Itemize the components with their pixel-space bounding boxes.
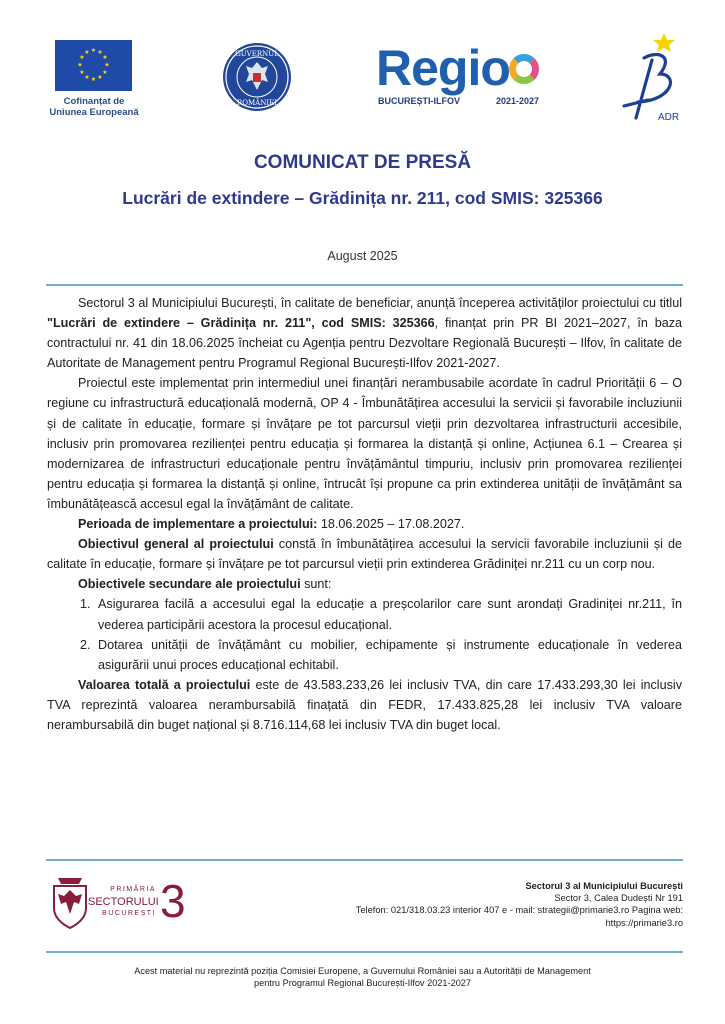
eu-caption-line2: Uniunea Europeană xyxy=(49,107,139,118)
svg-text:★: ★ xyxy=(84,74,90,81)
logo-number-3: 3 xyxy=(160,875,186,927)
regio-wordmark: Regio xyxy=(376,40,510,96)
disclaimer-line2: pentru Programul Regional București-Ilfov 2021-2027 xyxy=(253,978,472,988)
svg-text:ROMÂNIEI: ROMÂNIEI xyxy=(237,99,277,107)
guvernul-romaniei-seal-icon xyxy=(223,43,291,111)
secondary-objectives-heading xyxy=(47,574,682,594)
eu-cofinancing-caption xyxy=(42,96,146,118)
sector3-coat-of-arms-icon xyxy=(50,872,90,932)
eu-caption-line1: Cofinanțat de xyxy=(63,96,125,107)
general-objective-label: Obiectivul general al proiectului xyxy=(78,537,274,552)
regio-period: 2021-2027 xyxy=(496,96,540,106)
primaria-sector3-logo xyxy=(48,872,188,934)
logo-bucuresti-text: BUCUREȘTI xyxy=(102,910,156,917)
logo-sectorului-text: SECTORULUI xyxy=(88,896,159,908)
page-title: COMUNICAT DE PRESĂ xyxy=(253,152,472,173)
header-divider xyxy=(46,284,683,286)
adr-logo xyxy=(618,30,686,122)
funding-paragraph: Proiectul este implementat prin intermediul unei finanțări nerambusabile acordate în cadrul Priorității 6 – O regiune cu infrastructură educațională modernă, OP 4 - Îmbunătățirea accesului la servicii și favorabile incluziunii și de calitate în educație, formare și învățare pe tot parcursul vieții prin dezvoltarea infrastructurii accesibile, inclusiv prin promovarea rezilienței pentru educația și formarea la distanță și online, Acțiunea 6.1 – Crearea și modernizarea de infrastructuri educaționale pentru învățământul timpuriu, inclusiv prin promovarea rezilienței pentru educația și formarea la distanță și online, întrucât își propune ca prin extinderea unității de învățământ sa îmbunătățească accesul egal la învățământ de calitate. xyxy=(47,376,682,511)
general-objective-text: constă în îmbunătățirea accesului la servicii favorabile incluziunii și de calitate în educație, formare și învățare pe tot parcursul vieții prin extinderea Grădiniței nr.211 cu un corp nou. xyxy=(47,537,682,572)
logo-primaria-text: PRIMĂRIA xyxy=(110,886,156,893)
intro-paragraph xyxy=(47,293,682,373)
svg-text:★: ★ xyxy=(97,74,103,81)
total-value-paragraph xyxy=(47,675,682,735)
contact-phone-email: Telefon: 021/318.03.23 interior 407 e - mail: strategii@primarie3.ro Pagina web: xyxy=(355,905,683,916)
regio-logo xyxy=(376,40,556,110)
disclaimer-line1: Acest material nu reprezintă poziția Comisiei Europene, a Guvernului României sau a Autorității de Management xyxy=(134,966,591,976)
period-value: 18.06.2025 – 17.08.2027. xyxy=(317,517,465,532)
disclaimer-divider xyxy=(46,951,683,953)
press-release-body xyxy=(47,293,682,735)
regio-color-ring-icon xyxy=(509,54,539,84)
svg-text:★: ★ xyxy=(84,49,90,56)
svg-text:GUVERNUL: GUVERNUL xyxy=(235,50,279,58)
total-value-text: este de 43.583.233,26 lei inclusiv TVA, din care 17.433.293,30 lei inclusiv TVA reprezintă valoarea nerambursabilă finațată din FEDR, 17.433.825,28 lei inclusiv TVA valoare nerambursabilă din buget național și 8.716.114,68 lei inclusiv TVA din buget local. xyxy=(47,677,682,732)
contact-website: https://primarie3.ro xyxy=(605,917,683,928)
svg-text:★: ★ xyxy=(77,61,83,69)
contact-address: Sector 3, Calea Dudești Nr 191 xyxy=(554,893,683,904)
contact-block xyxy=(300,880,683,929)
svg-text:★: ★ xyxy=(97,49,103,56)
regio-region: BUCUREȘTI-ILFOV xyxy=(378,96,460,106)
page-subtitle: Lucrări de extindere – Grădinița nr. 211, cod SMIS: 325366 xyxy=(122,188,603,208)
contact-organization: Sectorul 3 al Municipiului București xyxy=(525,881,683,891)
svg-text:ADR: ADR xyxy=(658,112,680,122)
implementation-period xyxy=(47,514,682,534)
eu-flag-icon xyxy=(55,40,132,91)
period-label: Perioada de implementare a proiectului: xyxy=(78,517,318,532)
total-value-label: Valoarea totală a proiectului xyxy=(78,677,251,692)
svg-text:★: ★ xyxy=(102,69,108,76)
svg-text:★: ★ xyxy=(79,54,85,61)
release-date: August 2025 xyxy=(327,249,398,263)
secondary-objectives-list xyxy=(47,594,682,674)
svg-text:★: ★ xyxy=(104,61,110,69)
intro-text-a: Sectorul 3 al Municipiului București, în calitate de beneficiar, anunță începerea activităților proiectului cu titlul xyxy=(78,296,682,310)
svg-text:★: ★ xyxy=(90,47,97,54)
intro-text-c: , finanțat prin PR BI 2021–2027, în baza contractului nr. 41 din 18.06.2025 încheiat cu Agenția pentru Dezvoltare Regională București – Ilfov, în calitate de Autoritate de Management pentru Programul Regional București-Ilfov 2021-2027. xyxy=(47,316,683,371)
project-title-bold: "Lucrări de extindere – Grădinița nr. 211", cod SMIS: 325366 xyxy=(47,316,435,331)
secondary-objectives-suffix: sunt: xyxy=(300,577,332,592)
secondary-objectives-label: Obiectivele secundare ale proiectului xyxy=(78,577,301,592)
svg-text:★: ★ xyxy=(102,54,108,61)
list-item: 2. Dotarea unității de învățământ cu mobilier, echipamente și instrumente educaționale în vederea asigurării unui proces educațional echitabil. xyxy=(94,635,682,675)
svg-text:★: ★ xyxy=(79,69,85,76)
list-item: 1. Asigurarea facilă a accesului egal la educație a preșcolarilor care sunt arondați Gradiniței nr.211, în vederea participării acestora la procesul educațional. xyxy=(94,594,682,634)
svg-text:★: ★ xyxy=(90,76,97,83)
disclaimer xyxy=(60,965,665,989)
footer-divider xyxy=(46,859,683,861)
general-objective xyxy=(47,534,682,574)
